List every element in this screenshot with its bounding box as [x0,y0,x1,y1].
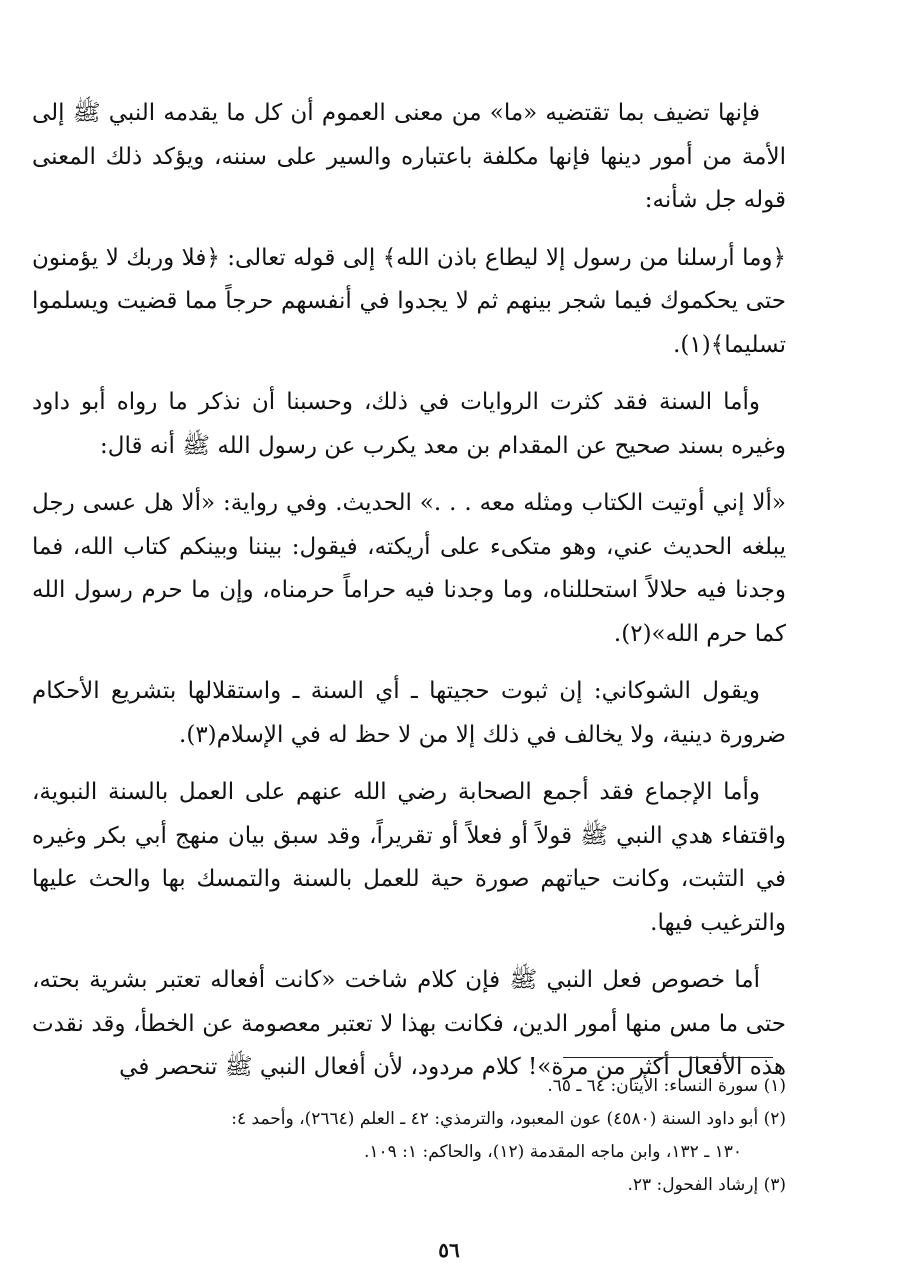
paragraph-1-text: فإنها تضيف بما تقتضيه «ما» من معنى العموم أن كل ما يقدمه النبي ﷺ إلى الأمة من أمور دينها فإنها مكلفة باعتباره والسير على سننه، ويؤكد ذلك المعنى قوله جل شأنه: [32,100,786,213]
footnote-3: (٣) إرشاد الفحول: ٢٣. [627,1175,786,1195]
paragraph-1 [32,92,786,223]
paragraph-4-text: «ألا إني أوتيت الكتاب ومثله معه . . .» الحديث. وفي رواية: «ألا هل عسى رجل يبلغه الحديث عني، وهو متكىء على أريكته، فيقول: بيننا وبينكم كتاب الله، فما وجدنا فيه حلالاً استحللناه، وما وجدنا فيه حراماً حرمناه، وإن ما حرم رسول الله كما حرم الله»(٢). [32,490,786,647]
paragraph-2-text: ﴿وما أرسلنا من رسول إلا ليطاع باذن الله﴾ إلى قوله تعالى: ﴿فلا وربك لا يؤمنون حتى يحكموك فيما شجر بينهم ثم لا يجدوا في أنفسهم حرجاً مما قضيت ويسلموا تسليما﴾(١). [32,244,786,358]
footnote-2-continued: ١٣٠ ـ ١٣٢، وابن ماجه المقدمة (١٢)، والحاكم: ١: ١٠٩. [363,1142,742,1162]
page-number: ٥٦ [438,1238,460,1262]
body-text [32,92,786,1090]
footnote-divider [563,1057,773,1058]
paragraph-4-hadith-quote [32,482,786,656]
paragraph-3 [32,381,786,468]
paragraph-6 [32,771,786,945]
paragraph-7-text: أما خصوص فعل النبي ﷺ فإن كلام شاخت «كانت أفعاله تعتبر بشرية بحته، حتى ما مس منها أمور الدين، فكانت بهذا لا تعتبر معصومة عن الخطأ، وقد نقدت هذه الأفعال أكثر من مرة»! كلام مردود، لأن أفعال النبي ﷺ تنحصر في [32,967,786,1080]
footnote-1: (١) سورة النساء: الأيتان: ٦٤ ـ ٦٥. [547,1076,786,1096]
paragraph-2-quran-quote [32,237,786,368]
paragraph-3-text: وأما السنة فقد كثرت الروايات في ذلك، وحسبنا أن نذكر ما رواه أبو داود وغيره بسند صحيح عن المقدام بن معد يكرب عن رسول الله ﷺ أنه قال: [32,389,786,459]
paragraph-5-text: ويقول الشوكاني: إن ثبوت حجيتها ـ أي السنة ـ واستقلالها بتشريع الأحكام ضرورة دينية، ولا يخالف في ذلك إلا من لا حظ له في الإسلام(٣). [32,678,786,748]
paragraph-6-text: وأما الإجماع فقد أجمع الصحابة رضي الله عنهم على العمل بالسنة النبوية، واقتفاء هدي النبي ﷺ قولاً أو فعلاً أو تقريراً، وقد سبق بيان منهج أبي بكر وغيره في التثبت، وكانت حياتهم صورة حية للعمل بالسنة والتمسك بها والحث عليها والترغيب فيها. [32,779,786,936]
footnote-2: (٢) أبو داود السنة (٤٥٨٠) عون المعبود، والترمذي: ٤٢ ـ العلم (٢٦٦٤)، وأحمد ٤: [231,1109,786,1129]
footnotes [32,1070,786,1202]
paragraph-5 [32,670,786,757]
